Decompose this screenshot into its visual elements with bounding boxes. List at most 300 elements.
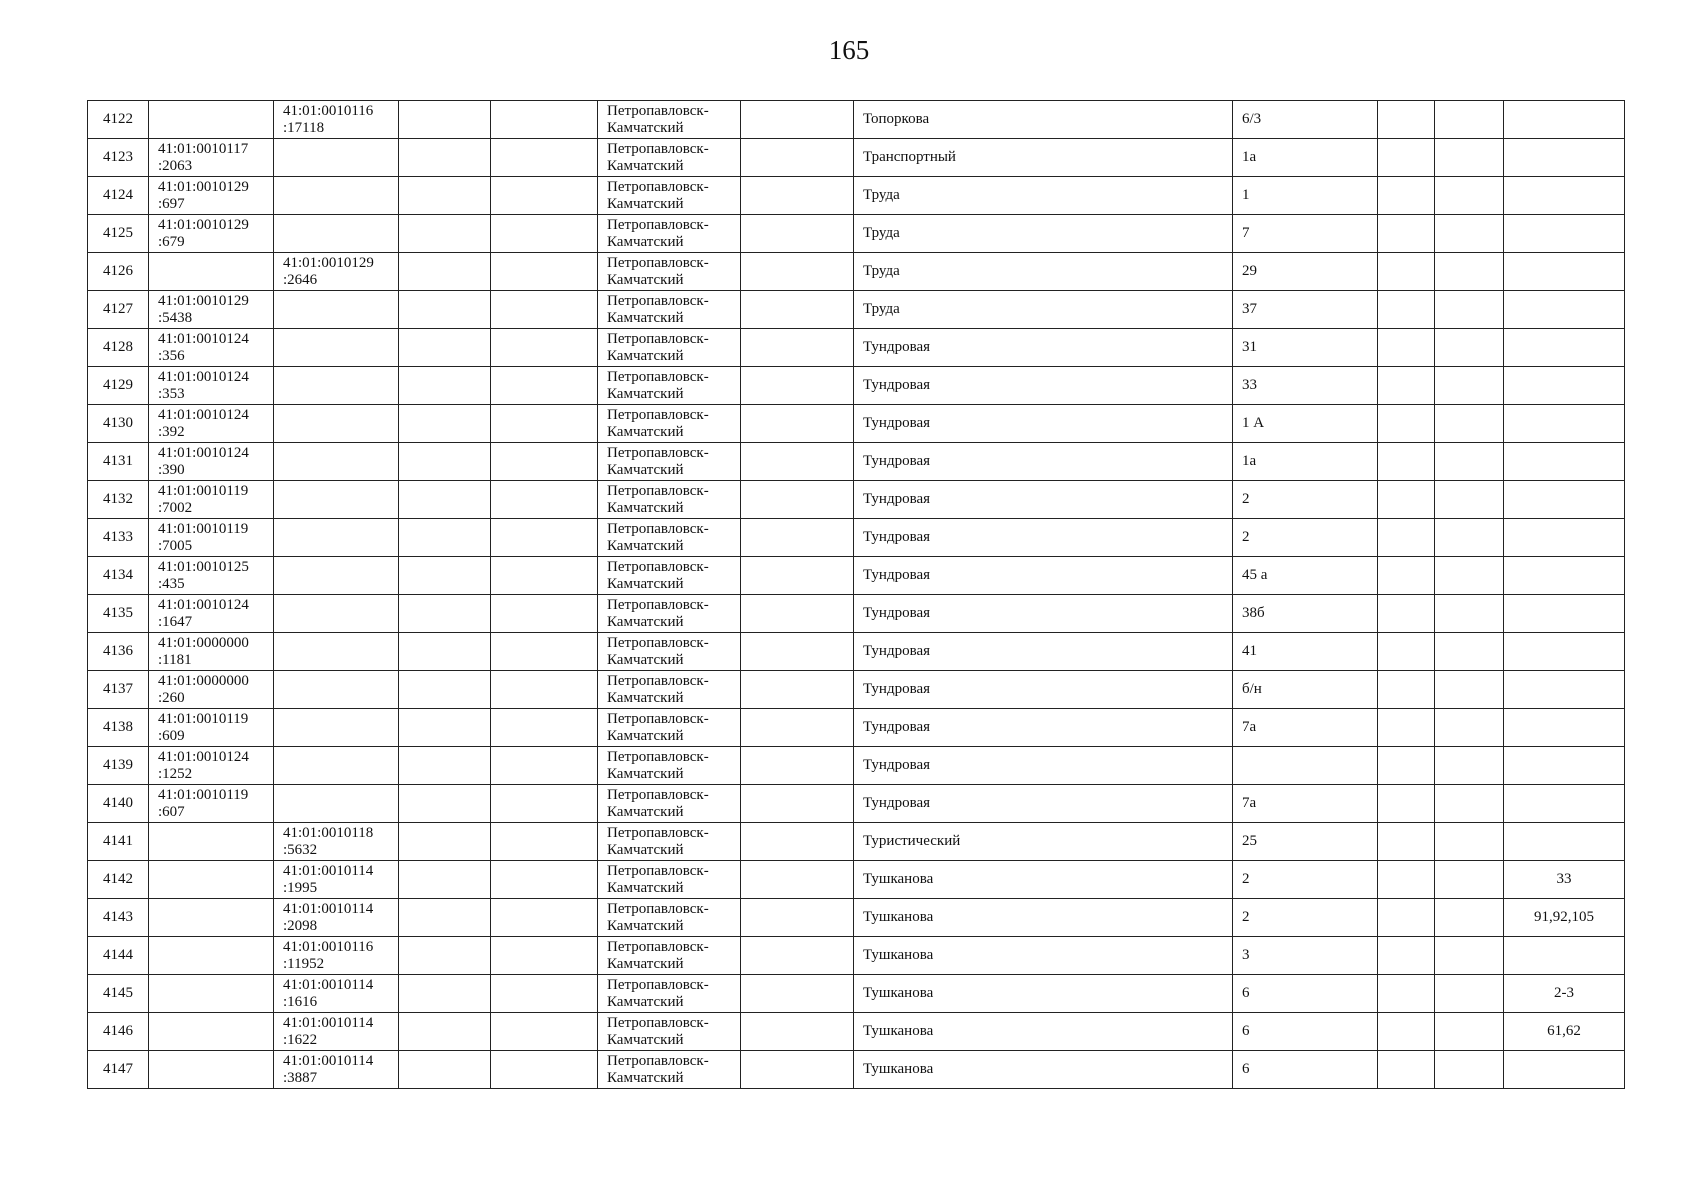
apartment-cell (1504, 785, 1625, 823)
city-name-line1: Петропавловск- (607, 1052, 709, 1069)
empty-cell (1378, 291, 1435, 329)
cadastral-number-prefix: 41:01:0010119 (158, 482, 249, 499)
house-number: 2 (1242, 491, 1250, 507)
house-number-cell (1233, 557, 1378, 595)
table-row (88, 1013, 1625, 1051)
empty-cell (491, 823, 598, 861)
cadastral-number-prefix: 41:01:0010129 (158, 216, 249, 233)
record-number: 4127 (103, 301, 133, 317)
city-name-line2: Камчатский (607, 423, 684, 440)
house-number-cell (1233, 367, 1378, 405)
house-number-cell (1233, 709, 1378, 747)
house-number-cell (1233, 823, 1378, 861)
city-cell (598, 823, 741, 861)
apartment-cell (1504, 367, 1625, 405)
house-number: 7 (1242, 225, 1250, 241)
house-number: 25 (1242, 833, 1257, 849)
cadastral-number-b-cell (274, 937, 399, 975)
house-number: 6/3 (1242, 111, 1262, 127)
street-name: Тушканова (863, 871, 934, 887)
apartment-cell (1504, 747, 1625, 785)
record-number: 4143 (103, 909, 133, 925)
record-number-cell (88, 329, 149, 367)
record-number-cell (88, 557, 149, 595)
city-name-line1: Петропавловск- (607, 596, 709, 613)
record-number: 4140 (103, 795, 133, 811)
cadastral-number-b-cell (274, 975, 399, 1013)
house-number: 2 (1242, 871, 1250, 887)
cadastral-number-suffix: :435 (158, 575, 185, 592)
cadastral-number-b-cell (274, 291, 399, 329)
house-number-cell (1233, 329, 1378, 367)
cadastral-number-prefix: 41:01:0010129 (158, 292, 249, 309)
street-cell (854, 405, 1233, 443)
cadastral-number-a-cell (149, 1013, 274, 1051)
empty-cell (1435, 215, 1504, 253)
city-cell (598, 937, 741, 975)
cadastral-number-prefix: 41:01:0010114 (283, 900, 374, 917)
record-number-cell (88, 861, 149, 899)
apartment-cell (1504, 215, 1625, 253)
empty-cell (741, 709, 854, 747)
city-name-line2: Камчатский (607, 955, 684, 972)
street-cell (854, 291, 1233, 329)
street-cell (854, 215, 1233, 253)
street-name: Труда (863, 263, 900, 279)
empty-cell (1378, 253, 1435, 291)
house-number: 1 (1242, 187, 1250, 203)
street-name: Топоркова (863, 111, 930, 127)
table-row (88, 519, 1625, 557)
table-row (88, 557, 1625, 595)
cadastral-number-suffix: :2063 (158, 157, 193, 174)
empty-cell (399, 1013, 491, 1051)
city-cell (598, 443, 741, 481)
apartment-cell (1504, 177, 1625, 215)
cadastral-number-a-cell (149, 975, 274, 1013)
empty-cell (399, 785, 491, 823)
empty-cell (491, 481, 598, 519)
empty-cell (741, 177, 854, 215)
house-number-cell (1233, 633, 1378, 671)
street-name: Тундровая (863, 757, 931, 773)
cadastral-number-b-cell (274, 1051, 399, 1089)
empty-cell (399, 291, 491, 329)
cadastral-number-b-cell (274, 709, 399, 747)
street-cell (854, 443, 1233, 481)
house-number: 1 А (1242, 415, 1265, 431)
empty-cell (399, 405, 491, 443)
record-number-cell (88, 253, 149, 291)
street-name: Труда (863, 187, 900, 203)
apartment-cell (1504, 101, 1625, 139)
street-cell (854, 823, 1233, 861)
cadastral-number-suffix: :7002 (158, 499, 193, 516)
record-number: 4139 (103, 757, 133, 773)
cadastral-number-a-cell (149, 367, 274, 405)
apartment-cell (1504, 1013, 1625, 1051)
empty-cell (1435, 975, 1504, 1013)
empty-cell (399, 937, 491, 975)
city-cell (598, 253, 741, 291)
empty-cell (491, 519, 598, 557)
empty-cell (1435, 937, 1504, 975)
empty-cell (741, 671, 854, 709)
apartment-cell (1504, 139, 1625, 177)
empty-cell (1435, 443, 1504, 481)
street-cell (854, 253, 1233, 291)
table-row (88, 329, 1625, 367)
record-number: 4141 (103, 833, 133, 849)
street-cell (854, 177, 1233, 215)
record-number: 4136 (103, 643, 133, 659)
empty-cell (741, 367, 854, 405)
cadastral-number-b-cell (274, 519, 399, 557)
empty-cell (741, 861, 854, 899)
table-row (88, 139, 1625, 177)
city-name-line2: Камчатский (607, 195, 684, 212)
empty-cell (1378, 557, 1435, 595)
cadastral-number-b-cell (274, 367, 399, 405)
city-name-line1: Петропавловск- (607, 520, 709, 537)
city-name-line1: Петропавловск- (607, 368, 709, 385)
record-number-cell (88, 633, 149, 671)
cadastral-number-a-cell (149, 709, 274, 747)
empty-cell (491, 633, 598, 671)
table-row (88, 671, 1625, 709)
empty-cell (741, 975, 854, 1013)
city-cell (598, 519, 741, 557)
empty-cell (1435, 139, 1504, 177)
street-cell (854, 785, 1233, 823)
empty-cell (399, 899, 491, 937)
cadastral-number-suffix: :7005 (158, 537, 193, 554)
city-name-line1: Петропавловск- (607, 862, 709, 879)
empty-cell (1378, 101, 1435, 139)
city-name-line2: Камчатский (607, 271, 684, 288)
record-number: 4145 (103, 985, 133, 1001)
record-number-cell (88, 975, 149, 1013)
cadastral-number-prefix: 41:01:0000000 (158, 634, 249, 651)
cadastral-number-suffix: :1647 (158, 613, 193, 630)
apartment-number: 2-3 (1554, 985, 1574, 1001)
empty-cell (741, 481, 854, 519)
city-cell (598, 291, 741, 329)
empty-cell (1435, 747, 1504, 785)
cadastral-number-b-cell (274, 747, 399, 785)
empty-cell (741, 405, 854, 443)
city-name-line1: Петропавловск- (607, 748, 709, 765)
cadastral-number-suffix: :607 (158, 803, 185, 820)
empty-cell (1378, 215, 1435, 253)
cadastral-number-b-cell (274, 899, 399, 937)
cadastral-number-a-cell (149, 1051, 274, 1089)
cadastral-number-b-cell (274, 823, 399, 861)
cadastral-number-suffix: :260 (158, 689, 185, 706)
record-number: 4131 (103, 453, 133, 469)
empty-cell (399, 1051, 491, 1089)
cadastral-number-a-cell (149, 671, 274, 709)
street-cell (854, 1051, 1233, 1089)
empty-cell (741, 823, 854, 861)
apartment-cell (1504, 557, 1625, 595)
cadastral-number-a-cell (149, 899, 274, 937)
cadastral-number-suffix: :1995 (283, 879, 318, 896)
house-number: б/н (1242, 681, 1262, 697)
house-number: 3 (1242, 947, 1250, 963)
empty-cell (491, 291, 598, 329)
city-name-line1: Петропавловск- (607, 330, 709, 347)
street-cell (854, 899, 1233, 937)
cadastral-number-b-cell (274, 481, 399, 519)
cadastral-number-a-cell (149, 329, 274, 367)
empty-cell (1378, 975, 1435, 1013)
empty-cell (399, 747, 491, 785)
empty-cell (491, 671, 598, 709)
street-name: Тундровая (863, 567, 931, 583)
record-number: 4147 (103, 1061, 133, 1077)
cadastral-number-prefix: 41:01:0010124 (158, 596, 249, 613)
table-row (88, 747, 1625, 785)
city-name-line2: Камчатский (607, 993, 684, 1010)
street-name: Тундровая (863, 795, 931, 811)
house-number-cell (1233, 671, 1378, 709)
house-number: 29 (1242, 263, 1257, 279)
city-name-line2: Камчатский (607, 613, 684, 630)
house-number: 1а (1242, 149, 1257, 165)
empty-cell (491, 367, 598, 405)
city-name-line2: Камчатский (607, 1069, 684, 1086)
city-name-line2: Камчатский (607, 119, 684, 136)
record-number-cell (88, 595, 149, 633)
city-name-line2: Камчатский (607, 841, 684, 858)
empty-cell (1378, 671, 1435, 709)
cadastral-number-a-cell (149, 215, 274, 253)
empty-cell (1435, 671, 1504, 709)
cadastral-number-prefix: 41:01:0010116 (283, 102, 374, 119)
house-number: 31 (1242, 339, 1257, 355)
cadastral-number-suffix: :2646 (283, 271, 318, 288)
empty-cell (399, 253, 491, 291)
city-name-line2: Камчатский (607, 651, 684, 668)
street-cell (854, 139, 1233, 177)
cadastral-number-a-cell (149, 519, 274, 557)
empty-cell (491, 139, 598, 177)
table-row (88, 937, 1625, 975)
city-cell (598, 861, 741, 899)
empty-cell (741, 1013, 854, 1051)
city-cell (598, 557, 741, 595)
house-number: 7а (1242, 795, 1257, 811)
record-number: 4144 (103, 947, 133, 963)
page-number: 165 (828, 35, 870, 65)
empty-cell (1435, 595, 1504, 633)
table-row (88, 823, 1625, 861)
house-number-cell (1233, 101, 1378, 139)
cadastral-number-b-cell (274, 177, 399, 215)
city-cell (598, 405, 741, 443)
street-cell (854, 329, 1233, 367)
record-number-cell (88, 443, 149, 481)
street-name: Тушканова (863, 1023, 934, 1039)
apartment-number: 91,92,105 (1534, 909, 1594, 925)
house-number: 45 а (1242, 567, 1268, 583)
cadastral-number-a-cell (149, 595, 274, 633)
empty-cell (399, 975, 491, 1013)
house-number-cell (1233, 861, 1378, 899)
cadastral-number-b-cell (274, 443, 399, 481)
house-number: 6 (1242, 985, 1250, 1001)
house-number: 6 (1242, 1023, 1250, 1039)
house-number-cell (1233, 519, 1378, 557)
street-name: Тундровая (863, 681, 931, 697)
empty-cell (741, 139, 854, 177)
city-name-line2: Камчатский (607, 157, 684, 174)
cadastral-number-suffix: :1616 (283, 993, 318, 1010)
empty-cell (741, 899, 854, 937)
empty-cell (1378, 595, 1435, 633)
table-row (88, 595, 1625, 633)
cadastral-number-prefix: 41:01:0010124 (158, 748, 249, 765)
empty-cell (399, 519, 491, 557)
cadastral-number-b-cell (274, 101, 399, 139)
table-row (88, 785, 1625, 823)
cadastral-number-a-cell (149, 823, 274, 861)
cadastral-number-suffix: :390 (158, 461, 185, 478)
house-number: 6 (1242, 1061, 1250, 1077)
cadastral-number-a-cell (149, 861, 274, 899)
cadastral-number-a-cell (149, 177, 274, 215)
empty-cell (491, 443, 598, 481)
apartment-cell (1504, 405, 1625, 443)
city-name-line1: Петропавловск- (607, 482, 709, 499)
cadastral-number-prefix: 41:01:0010114 (283, 1014, 374, 1031)
empty-cell (1378, 747, 1435, 785)
city-name-line1: Петропавловск- (607, 292, 709, 309)
cadastral-number-a-cell (149, 785, 274, 823)
cadastral-number-b-cell (274, 785, 399, 823)
empty-cell (1435, 633, 1504, 671)
street-name: Тушканова (863, 1061, 934, 1077)
empty-cell (1378, 1013, 1435, 1051)
street-cell (854, 557, 1233, 595)
empty-cell (491, 709, 598, 747)
cadastral-number-b-cell (274, 557, 399, 595)
apartment-cell (1504, 519, 1625, 557)
cadastral-number-prefix: 41:01:0010124 (158, 444, 249, 461)
city-name-line1: Петропавловск- (607, 938, 709, 955)
house-number: 2 (1242, 529, 1250, 545)
empty-cell (741, 633, 854, 671)
empty-cell (399, 671, 491, 709)
city-name-line2: Камчатский (607, 461, 684, 478)
house-number-cell (1233, 747, 1378, 785)
empty-cell (399, 481, 491, 519)
city-cell (598, 899, 741, 937)
empty-cell (1378, 177, 1435, 215)
street-cell (854, 1013, 1233, 1051)
street-name: Тушканова (863, 985, 934, 1001)
empty-cell (1435, 899, 1504, 937)
record-number: 4138 (103, 719, 133, 735)
cadastral-number-suffix: :356 (158, 347, 185, 364)
city-name-line2: Камчатский (607, 499, 684, 516)
empty-cell (1435, 177, 1504, 215)
empty-cell (1435, 1051, 1504, 1089)
record-number-cell (88, 785, 149, 823)
cadastral-number-b-cell (274, 215, 399, 253)
cadastral-number-prefix: 41:01:0010129 (283, 254, 374, 271)
city-name-line1: Петропавловск- (607, 824, 709, 841)
cadastral-number-suffix: :17118 (283, 119, 325, 136)
record-number: 4129 (103, 377, 133, 393)
empty-cell (1378, 405, 1435, 443)
house-number-cell (1233, 595, 1378, 633)
empty-cell (1378, 367, 1435, 405)
record-number: 4142 (103, 871, 133, 887)
empty-cell (1435, 709, 1504, 747)
empty-cell (1435, 405, 1504, 443)
street-cell (854, 519, 1233, 557)
street-name: Тушканова (863, 947, 934, 963)
table-row (88, 367, 1625, 405)
cadastral-number-prefix: 41:01:0010116 (283, 938, 374, 955)
cadastral-number-suffix: :5438 (158, 309, 193, 326)
record-number: 4125 (103, 225, 133, 241)
street-cell (854, 367, 1233, 405)
city-name-line2: Камчатский (607, 689, 684, 706)
cadastral-number-b-cell (274, 139, 399, 177)
empty-cell (399, 367, 491, 405)
cadastral-number-prefix: 41:01:0010114 (283, 1052, 374, 1069)
table-row (88, 861, 1625, 899)
cadastral-number-b-cell (274, 253, 399, 291)
city-cell (598, 785, 741, 823)
house-number: 41 (1242, 643, 1257, 659)
city-name-line2: Камчатский (607, 879, 684, 896)
city-name-line2: Камчатский (607, 727, 684, 744)
street-name: Труда (863, 225, 900, 241)
record-number: 4146 (103, 1023, 133, 1039)
empty-cell (1435, 519, 1504, 557)
record-number: 4137 (103, 681, 133, 697)
city-name-line1: Петропавловск- (607, 178, 709, 195)
house-number-cell (1233, 291, 1378, 329)
city-cell (598, 367, 741, 405)
table-row (88, 215, 1625, 253)
house-number-cell (1233, 785, 1378, 823)
empty-cell (491, 747, 598, 785)
apartment-cell (1504, 481, 1625, 519)
city-cell (598, 671, 741, 709)
table-row (88, 975, 1625, 1013)
cadastral-number-prefix: 41:01:0010124 (158, 330, 249, 347)
cadastral-number-prefix: 41:01:0010117 (158, 140, 249, 157)
table-row (88, 481, 1625, 519)
empty-cell (1378, 481, 1435, 519)
table-row (88, 1051, 1625, 1089)
table-row (88, 709, 1625, 747)
city-name-line2: Камчатский (607, 917, 684, 934)
city-name-line2: Камчатский (607, 537, 684, 554)
empty-cell (741, 443, 854, 481)
city-cell (598, 177, 741, 215)
cadastral-number-prefix: 41:01:0010125 (158, 558, 249, 575)
record-number: 4124 (103, 187, 133, 203)
empty-cell (491, 1051, 598, 1089)
empty-cell (1435, 367, 1504, 405)
record-number-cell (88, 671, 149, 709)
